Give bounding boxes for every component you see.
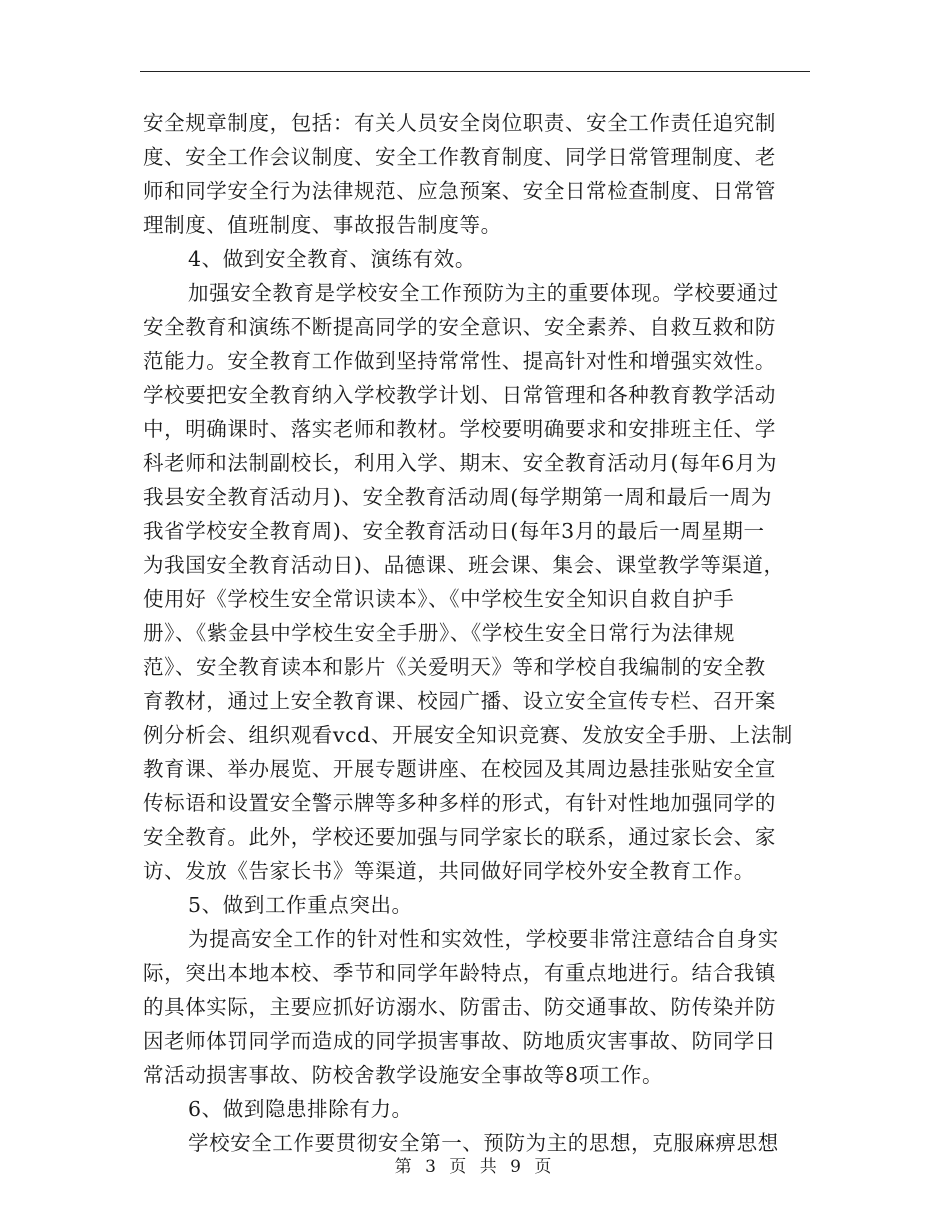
text-line: 学校要把安全教育纳入学校教学计划、日常管理和各种教育教学活动: [143, 383, 776, 407]
text-line: 师和同学安全行为法律规范、应急预案、安全日常检查制度、日常管: [143, 179, 776, 203]
text-line: 育教材，通过上安全教育课、校园广播、设立安全宣传专栏、召开案: [143, 689, 776, 713]
text-line: 学校安全工作要贯彻安全第一、预防为主的思想，克服麻痹思想: [188, 1131, 779, 1155]
text-line: 理制度、值班制度、事故报告制度等。: [143, 213, 502, 237]
text-line: 加强安全教育是学校安全工作预防为主的重要体现。学校要通过: [188, 281, 779, 305]
text-line: 安全教育和演练不断提高同学的安全意识、安全素养、自救互救和防: [143, 315, 776, 339]
text-line: 教育课、举办展览、开展专题讲座、在校园及其周边悬挂张贴安全宣: [143, 757, 776, 781]
text-line: 范》、安全教育读本和影片《关爱明天》等和学校自我编制的安全教: [143, 655, 766, 679]
header-rule: [140, 71, 810, 72]
text-line: 安全教育。此外，学校还要加强与同学家长的联系，通过家长会、家: [143, 825, 776, 849]
text-line: 科老师和法制副校长，利用入学、期末、安全教育活动月(每年6月为: [143, 451, 778, 475]
text-line: 我省学校安全教育周)、安全教育活动日(每年3月的最后一周星期一: [143, 519, 765, 543]
text-line: 我县安全教育活动月)、安全教育活动周(每学期第一周和最后一周为: [143, 485, 773, 509]
text-line: 4、做到安全教育、演练有效。: [188, 247, 476, 271]
text-line: 范能力。安全教育工作做到坚持常常性、提高针对性和增强实效性。: [143, 349, 776, 373]
text-line: 使用好《学校生安全常识读本》、《中学校生安全知识自救自护手: [143, 587, 735, 611]
text-line: 6、做到隐患排除有力。: [188, 1097, 413, 1121]
text-line: 常活动损害事故、防校舍教学设施安全事故等8项工作。: [143, 1063, 664, 1087]
document-body: [143, 106, 811, 1160]
text-line: 传标语和设置安全警示牌等多种多样的形式，有针对性地加强同学的: [143, 791, 776, 815]
text-line: 册》、《紫金县中学校生安全手册》、《学校生安全日常行为法律规: [143, 621, 735, 645]
text-line: 因老师体罚同学而造成的同学损害事故、防地质灾害事故、防同学日: [143, 1029, 776, 1053]
text-line: 访、发放《告家长书》等渠道，共同做好同学校外安全教育工作。: [143, 859, 755, 883]
text-line: 安全规章制度，包括：有关人员安全岗位职责、安全工作责任追究制: [143, 111, 776, 135]
page-number: 第 3 页 共 9 页: [394, 1157, 556, 1177]
text-line: 5、做到工作重点突出。: [188, 893, 413, 917]
text-line: 的具体实际，主要应抓好访溺水、防雷击、防交通事故、防传染并防: [143, 995, 776, 1019]
text-line: 例分析会、组织观看vcd、开展安全知识竞赛、发放安全手册、上法制: [143, 723, 793, 747]
text-line: 度、安全工作会议制度、安全工作教育制度、同学日常管理制度、老: [143, 145, 776, 169]
text-line: 为提高安全工作的针对性和实效性，学校要非常注意结合自身实: [188, 927, 779, 951]
text-line: 际，突出本地本校、季节和同学年龄特点，有重点地进行。结合我镇: [143, 961, 776, 985]
text-line: 中，明确课时、落实老师和教材。学校要明确要求和安排班主任、学: [143, 417, 776, 441]
text-line: 为我国安全教育活动日)、品德课、班会课、集会、课堂教学等渠道，: [143, 553, 785, 577]
